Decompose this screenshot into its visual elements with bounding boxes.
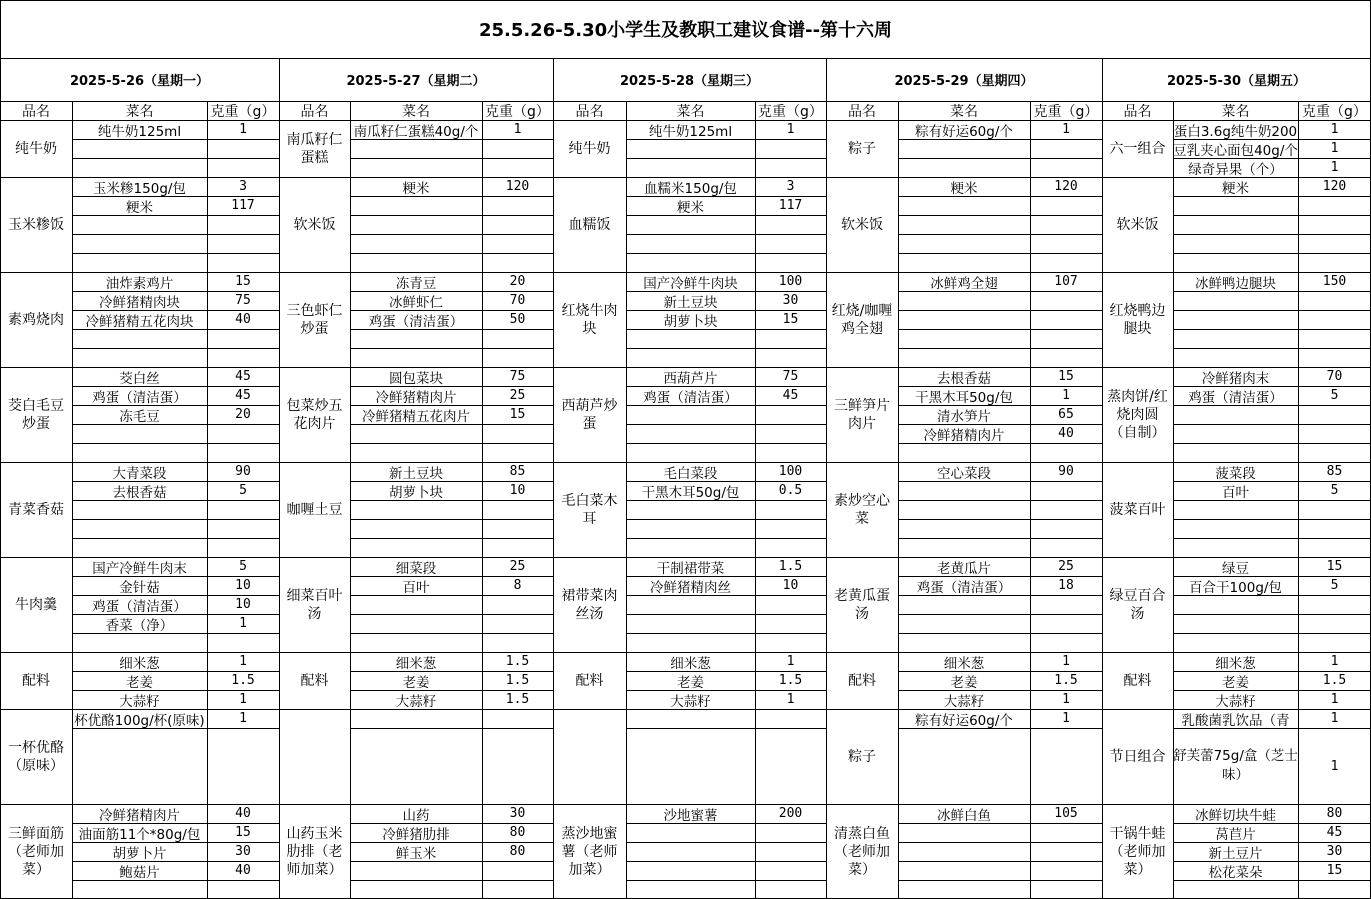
ingredient-name: 胡萝卜片 <box>112 845 167 861</box>
ingredient-name: 杯优酪100g/杯(原味) <box>74 712 205 728</box>
ingredient-name: 鲜玉米 <box>395 845 437 861</box>
ingredient-weight: 18 <box>1058 578 1074 593</box>
ingredient-weight: 10 <box>235 597 251 612</box>
ingredient-weight: 1.5 <box>505 692 530 707</box>
ingredient-weight: 3 <box>786 179 795 194</box>
ingredient-weight: 1.5 <box>231 673 255 688</box>
ingredient-name: 茭白丝 <box>119 370 160 386</box>
ingredient-name: 细米葱 <box>1215 655 1256 671</box>
dish-name: 素鸡烧肉 <box>8 311 64 328</box>
ingredient-name: 老黄瓜片 <box>937 560 991 576</box>
ingredient-weight: 1 <box>513 122 522 137</box>
ingredient-weight: 15 <box>235 825 251 840</box>
ingredient-weight: 45 <box>235 388 251 403</box>
ingredient-name: 新土豆块 <box>663 294 718 310</box>
ingredient-name: 莴苣片 <box>1215 826 1256 842</box>
dish-name: 包菜炒五花肉片 <box>286 397 343 432</box>
ingredient-weight: 0.5 <box>778 483 803 498</box>
col-header-item: 菜名 <box>1221 103 1250 120</box>
ingredient-weight: 30 <box>1326 844 1343 859</box>
day-header: 2025-5-30（星期五） <box>1166 74 1307 89</box>
ingredient-weight: 100 <box>778 464 803 479</box>
ingredient-weight: 1 <box>786 654 795 669</box>
ingredient-name: 纯牛奶125ml <box>97 123 182 139</box>
ingredient-weight: 1.5 <box>778 559 803 574</box>
ingredient-name: 鸡蛋（清洁蛋） <box>368 313 464 329</box>
dish-name: 软米饭 <box>841 216 883 233</box>
ingredient-weight: 40 <box>235 806 251 821</box>
ingredient-weight: 25 <box>1058 559 1074 574</box>
ingredient-weight: 15 <box>1326 559 1343 574</box>
ingredient-name: 冷鲜猪精肉片 <box>923 427 1005 443</box>
dish-name: 蒸沙地蜜薯（老师加菜） <box>561 825 618 878</box>
col-header-weight: 克重（g） <box>1302 103 1367 120</box>
dish-name: 配料 <box>1123 672 1152 689</box>
ingredient-name: 冷鲜猪精五花肉片 <box>362 408 470 424</box>
ingredient-weight: 1.5 <box>1054 673 1078 688</box>
ingredient-name: 干制裙带菜 <box>656 560 725 576</box>
ingredient-name: 舒芙蕾75g/盒（芝士味） <box>1173 748 1298 783</box>
ingredient-name: 细菜段 <box>395 560 437 576</box>
ingredient-name: 圆包菜块 <box>389 370 443 386</box>
ingredient-name: 干黑木耳50g/包 <box>915 389 1013 405</box>
ingredient-weight: 30 <box>235 844 251 859</box>
ingredient-weight: 8 <box>513 578 522 593</box>
ingredient-name: 冰鲜切块牛蛙 <box>1195 807 1276 823</box>
ingredient-weight: 50 <box>509 312 526 327</box>
ingredient-name: 清水笋片 <box>937 408 991 424</box>
ingredient-name: 绿奇异果（个） <box>1188 161 1283 177</box>
ingredient-name: 胡萝卜块 <box>663 313 718 329</box>
ingredient-weight: 15 <box>782 312 799 327</box>
ingredient-name: 冷鲜猪肋排 <box>382 826 450 842</box>
ingredient-weight: 1 <box>1062 122 1070 137</box>
ingredient-weight: 1 <box>1062 654 1070 669</box>
dish-name: 粽子 <box>848 140 876 157</box>
ingredient-weight: 75 <box>235 293 251 308</box>
ingredient-weight: 90 <box>235 464 251 479</box>
ingredient-name: 松花菜朵 <box>1208 864 1263 880</box>
dish-name: 粽子 <box>848 748 876 765</box>
ingredient-name: 鸡蛋（清洁蛋） <box>92 389 187 405</box>
col-header-weight: 克重（g） <box>758 103 823 120</box>
ingredient-name: 国产冷鲜牛肉块 <box>643 275 738 291</box>
ingredient-weight: 107 <box>1054 274 1078 289</box>
ingredient-name: 冷鲜猪精肉片 <box>375 389 457 405</box>
ingredient-name: 蛋白3.6g纯牛奶200 <box>1173 123 1298 139</box>
ingredient-weight: 1.5 <box>505 654 530 669</box>
ingredient-weight: 150 <box>1322 274 1347 289</box>
ingredient-weight: 40 <box>235 312 251 327</box>
ingredient-weight: 1 <box>1062 692 1070 707</box>
ingredient-weight: 10 <box>509 483 526 498</box>
ingredient-weight: 80 <box>1326 806 1343 821</box>
dish-name: 配料 <box>575 672 604 689</box>
ingredient-name: 鲍菇片 <box>119 864 160 880</box>
ingredient-name: 百合干100g/包 <box>1189 579 1282 595</box>
ingredient-name: 胡萝卜块 <box>389 484 443 500</box>
ingredient-weight: 1 <box>1330 654 1339 669</box>
ingredient-name: 毛白菜段 <box>663 465 718 481</box>
ingredient-name: 粳米 <box>677 199 704 215</box>
day-header: 2025-5-28（星期三） <box>619 74 760 89</box>
ingredient-weight: 20 <box>509 274 526 289</box>
ingredient-name: 细米葱 <box>670 655 711 671</box>
col-header-dish: 品名 <box>300 103 329 120</box>
ingredient-name: 山药 <box>402 807 430 823</box>
ingredient-name: 冻毛豆 <box>119 408 160 424</box>
ingredient-weight: 1 <box>1330 692 1339 707</box>
dish-name: 咖喱土豆 <box>286 501 343 518</box>
col-header-item: 菜名 <box>676 103 705 120</box>
ingredient-name: 老姜 <box>677 674 704 690</box>
ingredient-weight: 117 <box>778 198 803 213</box>
ingredient-name: 大青菜段 <box>112 465 167 481</box>
ingredient-name: 南瓜籽仁蛋糕40g/个 <box>353 123 479 139</box>
ingredient-weight: 5 <box>1330 483 1339 498</box>
ingredient-weight: 45 <box>782 388 799 403</box>
ingredient-weight: 90 <box>1058 464 1074 479</box>
ingredient-name: 菠菜段 <box>1215 465 1256 481</box>
ingredient-weight: 1 <box>1330 141 1339 156</box>
ingredient-name: 冻青豆 <box>395 275 437 291</box>
ingredient-name: 去根香菇 <box>937 370 991 386</box>
dish-name: 三色虾仁炒蛋 <box>286 302 343 337</box>
ingredient-weight: 80 <box>509 844 526 859</box>
dish-name: 六一组合 <box>1109 140 1166 157</box>
ingredient-name: 老姜 <box>950 674 978 690</box>
ingredient-weight: 75 <box>782 369 799 384</box>
dish-name: 纯牛奶 <box>568 140 611 157</box>
ingredient-name: 去根香菇 <box>112 484 167 500</box>
ingredient-weight: 85 <box>509 464 526 479</box>
ingredient-name: 老姜 <box>1222 674 1249 690</box>
ingredient-name: 鸡蛋（清洁蛋） <box>916 579 1012 595</box>
dish-name: 纯牛奶 <box>15 140 57 157</box>
ingredient-weight: 1 <box>1062 388 1070 403</box>
col-header-dish: 品名 <box>1123 103 1152 120</box>
ingredient-weight: 10 <box>782 578 799 593</box>
col-header-dish: 品名 <box>848 103 876 120</box>
ingredient-weight: 30 <box>509 806 526 821</box>
dish-name: 配料 <box>22 672 50 689</box>
dish-name: 素炒空心菜 <box>834 492 890 527</box>
ingredient-weight: 200 <box>778 806 803 821</box>
dish-name: 配料 <box>300 672 329 689</box>
dish-name: 清蒸白鱼（老师加菜） <box>834 825 890 878</box>
ingredient-weight: 25 <box>509 388 526 403</box>
ingredient-name: 百叶 <box>1222 484 1249 500</box>
ingredient-name: 鸡蛋（清洁蛋） <box>643 389 738 405</box>
dish-name: 老黄瓜蛋汤 <box>834 587 890 622</box>
dish-name: 绿豆百合汤 <box>1109 587 1166 622</box>
ingredient-name: 冷鲜猪精五花肉块 <box>85 313 194 329</box>
ingredient-weight: 1 <box>1330 160 1339 175</box>
dish-name: 红烧鸭边腿块 <box>1109 302 1166 337</box>
ingredient-name: 粽有好运60g/个 <box>915 123 1013 139</box>
dish-name: 茭白毛豆炒蛋 <box>8 397 64 432</box>
ingredient-name: 冰鲜鸡全翅 <box>930 275 998 291</box>
ingredient-weight: 1 <box>239 692 247 707</box>
ingredient-name: 粽有好运60g/个 <box>915 712 1013 728</box>
ingredient-weight: 100 <box>778 274 803 289</box>
ingredient-name: 粳米 <box>1222 180 1249 196</box>
ingredient-weight: 5 <box>239 483 247 498</box>
dish-name: 节日组合 <box>1109 748 1166 765</box>
ingredient-name: 大蒜籽 <box>670 693 711 709</box>
ingredient-weight: 1 <box>786 692 795 707</box>
ingredient-weight: 45 <box>1326 825 1343 840</box>
ingredient-weight: 70 <box>1326 369 1343 384</box>
ingredient-name: 大蒜籽 <box>395 693 437 709</box>
ingredient-name: 粳米 <box>126 199 153 215</box>
ingredient-weight: 5 <box>239 559 247 574</box>
dish-name: 细菜百叶汤 <box>286 587 343 622</box>
ingredient-name: 冷鲜猪精肉块 <box>99 294 180 310</box>
ingredient-name: 细米葱 <box>119 655 160 671</box>
ingredient-weight: 1 <box>239 654 247 669</box>
col-header-item: 菜名 <box>125 103 154 120</box>
ingredient-name: 大蒜籽 <box>119 693 160 709</box>
ingredient-weight: 40 <box>235 863 251 878</box>
dish-name: 蒸肉饼/红烧肉圆（自制） <box>1107 388 1168 441</box>
page-title: 25.5.26-5.30小学生及教职工建议食谱--第十六周 <box>478 20 893 41</box>
ingredient-weight: 25 <box>509 559 526 574</box>
ingredient-weight: 5 <box>1330 388 1339 403</box>
ingredient-name: 沙地蜜薯 <box>663 807 718 823</box>
ingredient-name: 冰鲜虾仁 <box>389 294 443 310</box>
dish-name: 山药玉米肋排（老师加菜） <box>286 825 343 878</box>
ingredient-name: 老姜 <box>126 674 153 690</box>
ingredient-name: 血糯米150g/包 <box>644 180 737 196</box>
col-header-weight: 克重（g） <box>485 103 550 120</box>
ingredient-weight: 120 <box>505 179 530 194</box>
ingredient-weight: 85 <box>1326 464 1343 479</box>
col-header-item: 菜名 <box>950 103 978 120</box>
ingredient-name: 空心菜段 <box>937 465 991 481</box>
dish-name: 菠菜百叶 <box>1109 501 1166 518</box>
dish-name: 三鲜笋片肉片 <box>834 397 890 432</box>
ingredient-name: 油炸素鸡片 <box>105 275 174 291</box>
ingredient-name: 鸡蛋（清洁蛋） <box>1188 389 1283 405</box>
dish-name: 红烧牛肉块 <box>561 302 618 337</box>
ingredient-name: 纯牛奶125ml <box>648 123 733 139</box>
day-header: 2025-5-27（星期二） <box>346 74 486 89</box>
ingredient-name: 豆乳夹心面包40g/个 <box>1173 142 1298 158</box>
dish-name: 青菜香菇 <box>8 501 64 518</box>
ingredient-name: 百叶 <box>402 579 430 595</box>
dish-name: 三鲜面筋（老师加菜） <box>8 825 64 878</box>
ingredient-weight: 5 <box>1330 578 1339 593</box>
dish-name: 毛白菜木耳 <box>561 492 618 527</box>
ingredient-weight: 1 <box>239 616 247 631</box>
ingredient-weight: 1.5 <box>1322 673 1347 688</box>
col-header-item: 菜名 <box>402 103 430 120</box>
ingredient-weight: 1.5 <box>505 673 530 688</box>
col-header-weight: 克重（g） <box>1033 103 1099 120</box>
ingredient-name: 乳酸菌乳饮品（青 <box>1181 712 1290 728</box>
ingredient-weight: 40 <box>1058 426 1074 441</box>
ingredient-name: 老姜 <box>402 674 430 690</box>
ingredient-weight: 30 <box>782 293 799 308</box>
day-header: 2025-5-29（星期四） <box>894 74 1034 89</box>
ingredient-name: 鸡蛋（清洁蛋） <box>92 598 187 614</box>
ingredient-weight: 3 <box>239 179 247 194</box>
ingredient-name: 冷鲜猪精肉丝 <box>650 579 731 595</box>
day-header: 2025-5-26（星期一） <box>69 74 210 89</box>
ingredient-name: 绿豆 <box>1222 560 1249 576</box>
ingredient-name: 新土豆块 <box>389 465 443 481</box>
ingredient-weight: 20 <box>235 407 251 422</box>
dish-name: 西葫芦炒蛋 <box>561 397 618 432</box>
ingredient-weight: 45 <box>235 369 251 384</box>
ingredient-weight: 117 <box>231 198 255 213</box>
col-header-dish: 品名 <box>575 103 604 120</box>
dish-name: 南瓜籽仁蛋糕 <box>286 131 343 166</box>
ingredient-name: 冷鲜猪精肉片 <box>99 807 180 823</box>
ingredient-weight: 15 <box>1326 863 1343 878</box>
ingredient-weight: 1 <box>239 711 247 726</box>
ingredient-weight: 80 <box>509 825 526 840</box>
ingredient-name: 干黑木耳50g/包 <box>641 484 740 500</box>
ingredient-name: 大蒜籽 <box>1215 693 1256 709</box>
dish-name: 裙带菜肉丝汤 <box>561 587 618 622</box>
ingredient-name: 油面筋11个*80g/包 <box>78 826 201 842</box>
dish-name: 血糯饭 <box>568 216 611 233</box>
dish-name: 玉米糁饭 <box>8 216 64 233</box>
ingredient-name: 西葫芦片 <box>663 370 718 386</box>
col-header-dish: 品名 <box>22 103 50 120</box>
ingredient-name: 国产冷鲜牛肉末 <box>92 560 187 576</box>
ingredient-weight: 120 <box>1054 179 1078 194</box>
ingredient-name: 新土豆片 <box>1208 845 1263 861</box>
ingredient-weight: 1 <box>1330 758 1339 774</box>
ingredient-weight: 15 <box>509 407 526 422</box>
dish-name: 红烧/咖喱鸡全翅 <box>831 302 893 337</box>
ingredient-name: 大蒜籽 <box>943 693 985 709</box>
ingredient-name: 细米葱 <box>943 655 985 671</box>
ingredient-weight: 10 <box>235 578 251 593</box>
dish-name: 软米饭 <box>293 216 336 233</box>
ingredient-name: 粳米 <box>950 180 978 196</box>
ingredient-weight: 65 <box>1058 407 1074 422</box>
ingredient-weight: 1.5 <box>778 673 803 688</box>
ingredient-name: 冰鲜白鱼 <box>937 807 991 823</box>
ingredient-weight: 105 <box>1054 806 1078 821</box>
ingredient-weight: 120 <box>1322 179 1347 194</box>
dish-name: 软米饭 <box>1116 216 1159 233</box>
ingredient-name: 冷鲜猪肉末 <box>1201 370 1270 386</box>
ingredient-weight: 1 <box>1330 122 1339 137</box>
ingredient-weight: 15 <box>1058 369 1074 384</box>
ingredient-weight: 1 <box>786 122 795 137</box>
ingredient-weight: 1 <box>239 122 247 137</box>
dish-name: 干锅牛蛙（老师加菜） <box>1109 825 1166 878</box>
dish-name: 一杯优酪（原味） <box>8 739 64 774</box>
ingredient-name: 粳米 <box>402 180 430 196</box>
col-header-weight: 克重（g） <box>210 103 276 120</box>
ingredient-name: 金针菇 <box>119 579 160 595</box>
dish-name: 配料 <box>848 672 876 689</box>
ingredient-weight: 75 <box>509 369 526 384</box>
ingredient-name: 冰鲜鸭边腿块 <box>1195 275 1276 291</box>
dish-name: 牛肉羹 <box>15 596 57 613</box>
ingredient-name: 香菜（净） <box>105 617 174 633</box>
ingredient-weight: 70 <box>509 293 526 308</box>
ingredient-weight: 1 <box>1330 711 1339 726</box>
ingredient-weight: 15 <box>235 274 251 289</box>
ingredient-name: 玉米糁150g/包 <box>93 180 186 196</box>
ingredient-name: 细米葱 <box>395 655 437 671</box>
ingredient-weight: 1 <box>1062 711 1070 726</box>
